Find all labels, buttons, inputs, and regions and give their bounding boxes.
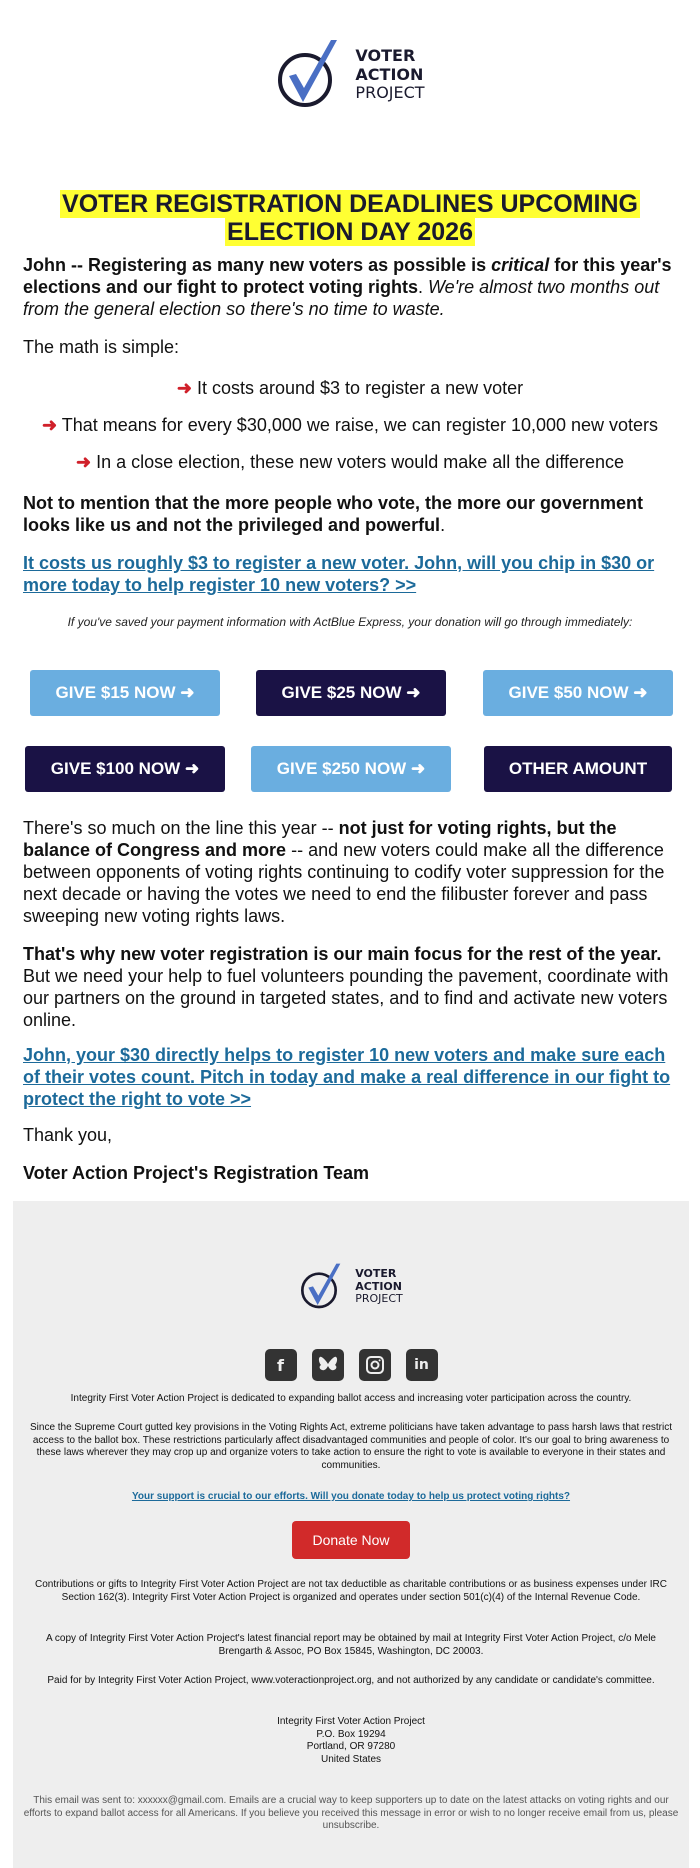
intro-text-c: . bbox=[418, 277, 429, 297]
arrow-right-icon: ➜ bbox=[75, 452, 92, 472]
logo-line-2: ACTION bbox=[355, 1279, 402, 1293]
headline-line-2: ELECTION DAY 2026 bbox=[227, 218, 473, 246]
logo-line-2: ACTION bbox=[355, 64, 424, 84]
logo-line-3: PROJECT bbox=[355, 1292, 403, 1306]
bullet-text: It costs around $3 to register a new voter bbox=[196, 378, 524, 398]
checkmark-logo-icon bbox=[299, 1261, 347, 1313]
logo-text bbox=[355, 47, 424, 102]
donate-link-paragraph bbox=[23, 552, 678, 596]
critical-text: critical bbox=[491, 255, 550, 275]
give-25-button[interactable]: GIVE $25 NOW ➜ bbox=[256, 670, 446, 716]
give-100-button[interactable]: GIVE $100 NOW ➜ bbox=[25, 746, 225, 792]
stakes-text-b: -- and new voters could make all the difference between opponents of voting rights continuing to codify voter suppression for the next decade or having the votes we need to end the filibuster forever and pass sweeping new voting rights laws. bbox=[23, 840, 665, 926]
government-bold: Not to mention that the more people who vote, the more our government looks like us and not the privileged and powerful bbox=[23, 493, 644, 535]
donate-link-2[interactable]: John, your $30 directly helps to register 10 new voters and make sure each of their votes count. Pitch in today and make a real difference in our fight to protect the right to vote >> bbox=[23, 1045, 671, 1109]
bullet-text: That means for every $30,000 we raise, we can register 10,000 new voters bbox=[61, 415, 659, 435]
logo-line-1: VOTER bbox=[355, 46, 416, 66]
donate-now-button[interactable]: Donate Now bbox=[292, 1521, 410, 1559]
focus-paragraph bbox=[23, 943, 678, 1031]
signature: Voter Action Project's Registration Team bbox=[23, 1163, 370, 1183]
arrow-right-icon: ➜ bbox=[41, 415, 58, 435]
instagram-icon[interactable] bbox=[359, 1349, 391, 1381]
donate-link-1[interactable]: It costs us roughly $3 to register a new voter. John, will you chip in $30 or more today to help register 10 new voters? >> bbox=[23, 553, 655, 595]
footer-address bbox=[23, 1716, 679, 1766]
intro-italic: We're almost two months out from the general election so there's no time to waste. bbox=[23, 277, 660, 319]
logo-line-3: PROJECT bbox=[355, 83, 425, 103]
bluesky-icon[interactable] bbox=[312, 1349, 344, 1381]
address-line: United States bbox=[320, 1753, 382, 1765]
intro-text-a: -- Registering as many new voters as possible is bbox=[66, 255, 492, 275]
intro-paragraph bbox=[23, 254, 678, 320]
give-15-button[interactable]: GIVE $15 NOW ➜ bbox=[30, 670, 220, 716]
government-paragraph bbox=[23, 492, 678, 536]
math-bullet-1 bbox=[0, 377, 700, 399]
stakes-bold: not just for voting rights, but the balance of Congress and more bbox=[23, 818, 617, 860]
facebook-icon[interactable]: f bbox=[265, 1349, 297, 1381]
headline bbox=[0, 190, 700, 246]
math-bullet-3 bbox=[0, 451, 700, 473]
linkedin-icon[interactable]: in bbox=[406, 1349, 438, 1381]
address-line: Portland, OR 97280 bbox=[306, 1741, 396, 1752]
math-intro: The math is simple: bbox=[23, 337, 180, 357]
math-bullet-2 bbox=[0, 414, 700, 436]
stakes-text-a: There's so much on the line this year -- bbox=[23, 818, 339, 838]
government-end: . bbox=[440, 515, 446, 535]
sign-off: Thank you, bbox=[23, 1125, 113, 1145]
footer-unsubscribe-notice: This email was sent to: xxxxxx@gmail.com. Emails are a crucial way to keep supporters up to date on the latest attacks on voting rights and our efforts to expand ballot access for all Americans. If you believe you received this message in error or wish to no longer receive email from us, please unsubscribe. bbox=[23, 1795, 679, 1831]
arrow-right-icon: ➜ bbox=[176, 378, 192, 398]
headline-line-1: VOTER REGISTRATION DEADLINES UPCOMING bbox=[62, 190, 638, 218]
footer-logo bbox=[13, 1261, 689, 1313]
social-links bbox=[13, 1349, 689, 1381]
footer-support bbox=[23, 1491, 679, 1504]
logo-line-1: VOTER bbox=[355, 1267, 397, 1281]
donate-link-paragraph-2 bbox=[23, 1044, 678, 1110]
footer-tax-disclaimer: Contributions or gifts to Integrity First Voter Action Project are not tax deductible as charitable contributions or as business expenses under IRC Section 162(3). Integrity First Voter Action Project is organized and operates under section 501(c)(4) of the Internal Revenue Code. bbox=[35, 1579, 667, 1603]
focus-bold: That's why new voter registration is our main focus for the rest of the year. bbox=[23, 944, 662, 964]
footer-paid-for: Paid for by Integrity First Voter Action Project, www.voteractionproject.org, and not authorized by any candidate or candidate's committee. bbox=[47, 1675, 655, 1686]
bullet-text: In a close election, these new voters would make all the difference bbox=[96, 452, 625, 472]
header-logo bbox=[0, 36, 700, 114]
give-250-button[interactable]: GIVE $250 NOW ➜ bbox=[251, 746, 451, 792]
logo-text bbox=[355, 1268, 403, 1306]
give-50-button[interactable]: GIVE $50 NOW ➜ bbox=[483, 670, 673, 716]
stakes-paragraph bbox=[23, 817, 678, 927]
actblue-note: If you've saved your payment information with ActBlue Express, your donation will go through immediately: bbox=[67, 615, 633, 629]
intro-text-b: for this year's elections and our fight to protect voting rights bbox=[23, 255, 672, 297]
footer bbox=[13, 1201, 689, 1868]
focus-text: But we need your help to fuel volunteers pounding the pavement, coordinate with our partners on the ground in targeted states, and to find and activate new voters online. bbox=[23, 966, 669, 1030]
footer-about: Since the Supreme Court gutted key provisions in the Voting Rights Act, extreme politicians have taken advantage to pass harsh laws that restrict access to the ballot box. These restrictions particularly affect disadvantaged communities and people of color. It's our goal to bring awareness to these laws wherever they may crop up and organize voters to take action to ensure the right to vote is available to everyone in their states and communities. bbox=[29, 1422, 672, 1471]
address-line: P.O. Box 19294 bbox=[316, 1728, 386, 1740]
checkmark-logo-icon bbox=[275, 36, 347, 114]
other-amount-button[interactable]: OTHER AMOUNT bbox=[484, 746, 672, 792]
footer-support-link[interactable]: Your support is crucial to our efforts. Will you donate today to help us protect voting rights? bbox=[131, 1491, 571, 1502]
footer-mission: Integrity First Voter Action Project is dedicated to expanding ballot access and increasing voter participation across the country. bbox=[70, 1393, 632, 1404]
recipient-name: John bbox=[23, 255, 66, 275]
footer-financial-report: A copy of Integrity First Voter Action Project's latest financial report may be obtained by mail at Integrity First Voter Action Project, c/o Mele Brengarth & Assoc, PO Box 15845, Washington, DC 20003. bbox=[46, 1633, 656, 1657]
address-line: Integrity First Voter Action Project bbox=[277, 1716, 425, 1727]
